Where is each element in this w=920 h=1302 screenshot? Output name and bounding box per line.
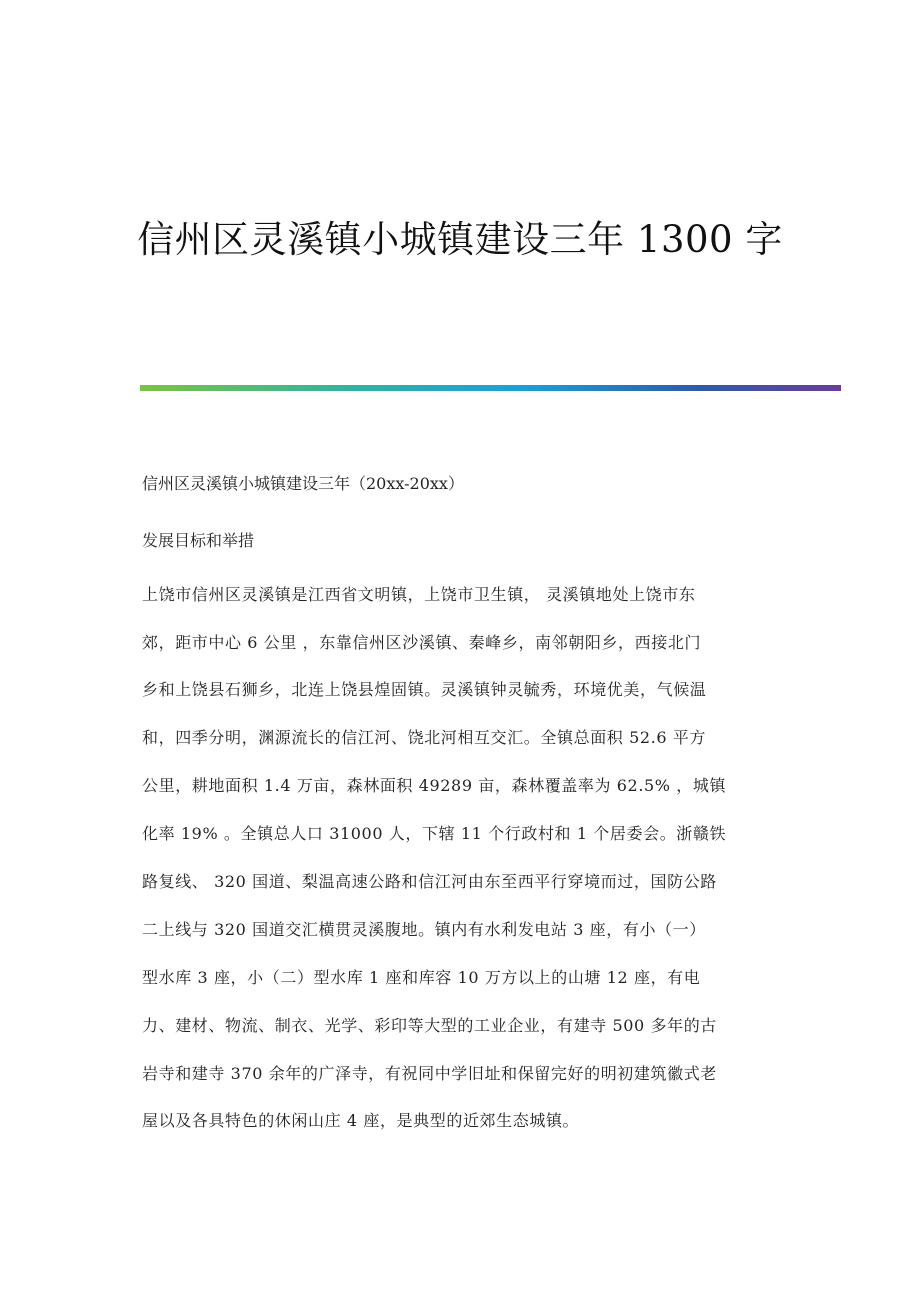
paragraph-line: 和，四季分明，渊源流长的信江河、饶北河相互交汇。全镇总面积 52.6 平方 [142, 728, 706, 747]
paragraph-line: 岩寺和建寺 370 余年的广泽寺，有祝同中学旧址和保留完好的明初建筑徽式老 [142, 1064, 717, 1083]
paragraph-line: 路复线、 320 国道、梨温高速公路和信江河由东至西平行穿境而过，国防公路 [142, 872, 717, 891]
section-heading: 发展目标和举措 [142, 531, 255, 550]
paragraph-line: 型水库 3 座，小（二）型水库 1 座和库容 10 万方以上的山塘 12 座，有电 [142, 968, 701, 987]
paragraph-line: 乡和上饶县石狮乡，北连上饶县煌固镇。灵溪镇钟灵毓秀，环境优美，气候温 [142, 680, 707, 699]
paragraph-line: 上饶市信州区灵溪镇是江西省文明镇，上饶市卫生镇， 灵溪镇地处上饶市东 [142, 585, 696, 604]
gradient-divider [140, 385, 841, 391]
paragraph-line: 化率 19% 。全镇总人口 31000 人，下辖 11 个行政村和 1 个居委会。浙赣铁 [142, 824, 727, 843]
paragraph-line: 力、建材、物流、制衣、光学、彩印等大型的工业企业，有建寺 500 多年的古 [142, 1016, 717, 1035]
paragraph-line: 公里，耕地面积 1.4 万亩，森林面积 49289 亩，森林覆盖率为 62.5% ，城镇 [142, 776, 727, 795]
paragraph-line: 郊，距市中心 6 公里 ，东靠信州区沙溪镇、秦峰乡，南邻朝阳乡，西接北门 [142, 633, 702, 652]
document-subtitle: 信州区灵溪镇小城镇建设三年（20xx-20xx） [142, 474, 464, 493]
paragraph-line: 屋以及各具特色的休闲山庄 4 座，是典型的近郊生态城镇。 [142, 1111, 580, 1130]
paragraph-line: 二上线与 320 国道交汇横贯灵溪腹地。镇内有水利发电站 3 座，有小（一） [142, 920, 706, 939]
document-title: 信州区灵溪镇小城镇建设三年 1300 字 [137, 218, 783, 261]
